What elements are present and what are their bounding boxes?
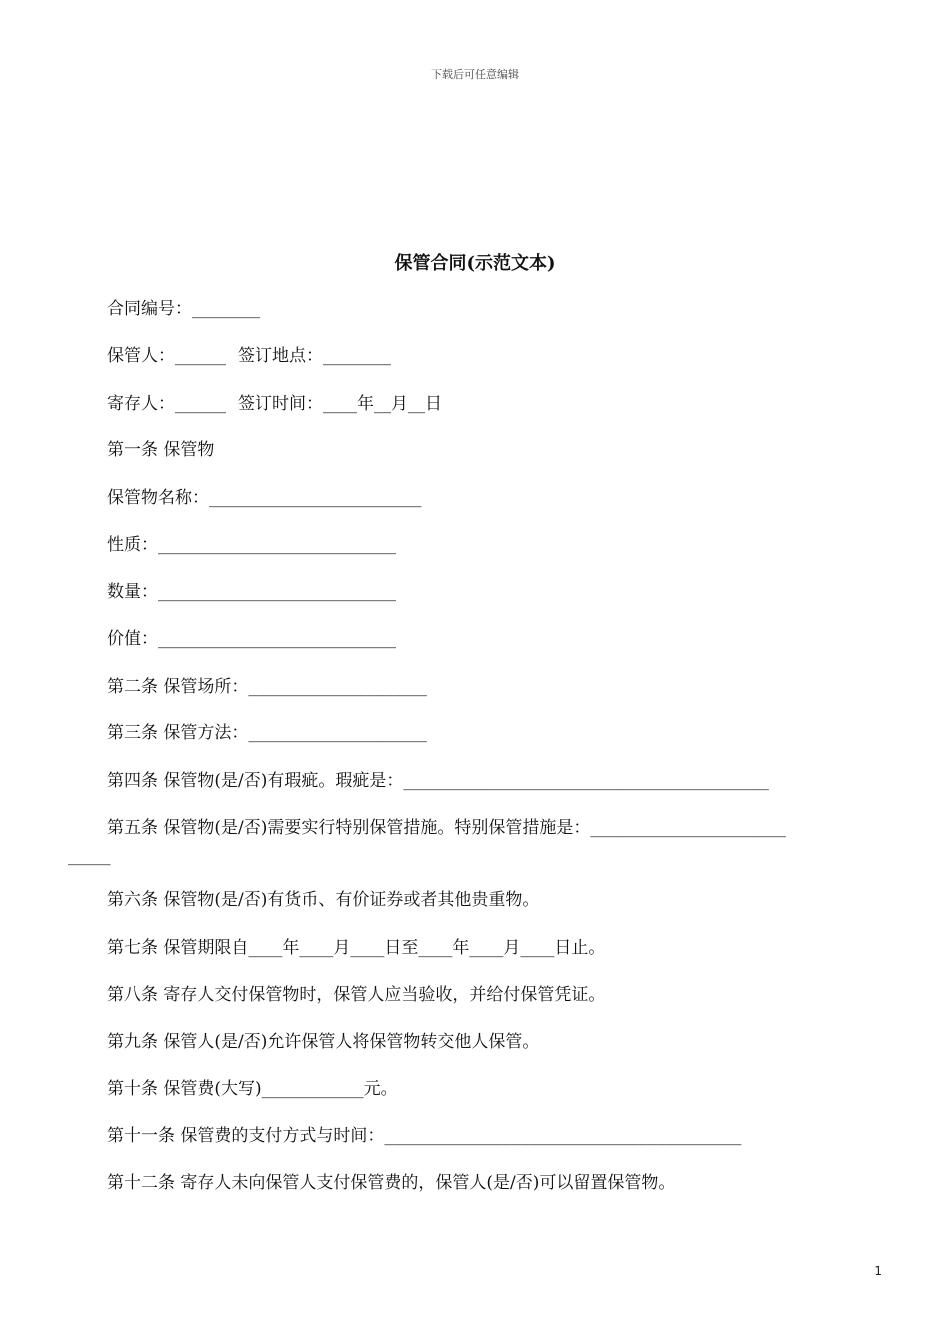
signing-place-field: 签订地点：________ bbox=[238, 346, 391, 366]
article-4-line: 第四条 保管物(是/否)有瑕疵。瑕疵是：___________________________________________ bbox=[107, 771, 769, 791]
document-title: 保管合同(示范文本) bbox=[394, 253, 556, 274]
custodian-line bbox=[107, 345, 391, 367]
custodian-field: 保管人：______ bbox=[107, 346, 226, 366]
contract-number-line: 合同编号：________ bbox=[107, 299, 260, 319]
article-9-line: 第九条 保管人(是/否)允许保管人将保管物转交他人保管。 bbox=[107, 1032, 540, 1052]
article-12-line: 第十二条 寄存人未向保管人支付保管费的，保管人(是/否)可以留置保管物。 bbox=[107, 1173, 676, 1193]
article-10-line: 第十条 保管费(大写)____________元。 bbox=[107, 1079, 398, 1099]
article-8-line: 第八条 寄存人交付保管物时，保管人应当验收，并给付保管凭证。 bbox=[107, 985, 606, 1005]
article-2-line: 第二条 保管场所：_____________________ bbox=[107, 677, 427, 697]
item-name-line: 保管物名称：_________________________ bbox=[107, 488, 422, 508]
depositor-field: 寄存人：______ bbox=[107, 394, 226, 414]
value-line: 价值：____________________________ bbox=[107, 629, 396, 649]
article-5-line: 第五条 保管物(是/否)需要实行特别保管措施。特别保管措施是：_______________________ bbox=[107, 818, 786, 838]
article-11-line: 第十一条 保管费的支付方式与时间：__________________________________________ bbox=[107, 1126, 742, 1146]
article-6-line: 第六条 保管物(是/否)有货币、有价证券或者其他贵重物。 bbox=[107, 890, 540, 910]
nature-line: 性质：____________________________ bbox=[107, 535, 396, 555]
article-3-line: 第三条 保管方法：_____________________ bbox=[107, 723, 427, 743]
signing-time-field: 签订时间：____年__月__日 bbox=[238, 394, 442, 414]
page-number: 1 bbox=[874, 1264, 882, 1278]
quantity-line: 数量：____________________________ bbox=[107, 582, 396, 602]
header-note: 下载后可任意编辑 bbox=[431, 68, 519, 81]
article-1-heading: 第一条 保管物 bbox=[107, 440, 215, 460]
article-5-continuation: _____ bbox=[68, 846, 111, 866]
depositor-line bbox=[107, 393, 442, 415]
article-7-line: 第七条 保管期限自____年____月____日至____年____月____日止。 bbox=[107, 938, 606, 958]
